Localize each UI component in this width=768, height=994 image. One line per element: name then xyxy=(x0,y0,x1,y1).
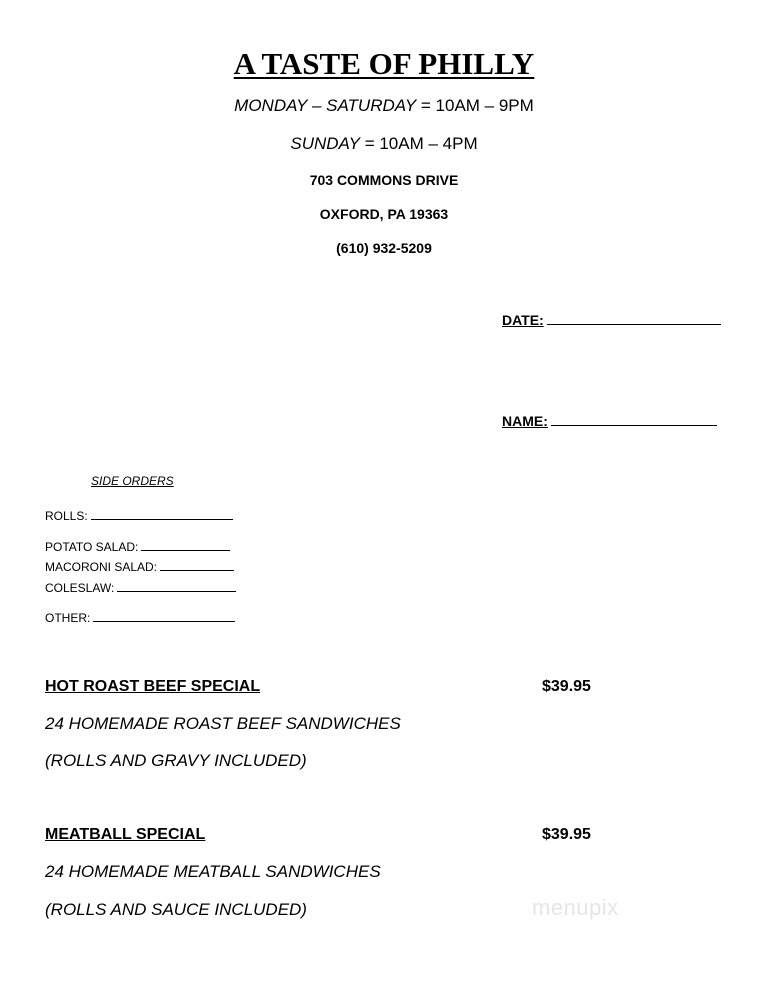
side-order-rolls[interactable] xyxy=(45,507,233,523)
date-label: DATE: xyxy=(502,312,544,328)
side-order-blank-line[interactable] xyxy=(141,538,230,551)
side-order-blank-line[interactable] xyxy=(160,558,234,571)
hours-sunday xyxy=(0,134,768,154)
special-title: MEATBALL SPECIAL xyxy=(45,826,206,843)
hours-days: SUNDAY xyxy=(290,134,360,153)
special-note: (ROLLS AND GRAVY INCLUDED) xyxy=(45,751,307,770)
special-price: $39.95 xyxy=(542,826,591,843)
side-order-potato-salad[interactable] xyxy=(45,538,230,554)
special-description: 24 HOMEMADE MEATBALL SANDWICHES xyxy=(45,862,381,881)
side-order-label: OTHER: xyxy=(45,611,91,625)
side-order-macaroni-salad[interactable] xyxy=(45,558,234,574)
date-blank-line[interactable] xyxy=(547,310,721,325)
side-order-blank-line[interactable] xyxy=(117,579,236,592)
side-order-label: COLESLAW: xyxy=(45,581,115,595)
special-note: (ROLLS AND SAUCE INCLUDED) xyxy=(45,900,307,919)
special-price: $39.95 xyxy=(542,678,591,695)
hours-times: = 10AM – 9PM xyxy=(416,96,534,115)
side-order-blank-line[interactable] xyxy=(91,507,233,520)
side-order-coleslaw[interactable] xyxy=(45,579,236,595)
side-order-label: POTATO SALAD: xyxy=(45,540,139,554)
address-city: OXFORD, PA 19363 xyxy=(319,206,449,222)
hours-days: MONDAY – SATURDAY xyxy=(234,96,417,115)
side-order-label: MACORONI SALAD: xyxy=(45,560,158,574)
special-title: HOT ROAST BEEF SPECIAL xyxy=(45,678,261,695)
side-order-label: ROLLS: xyxy=(45,509,88,523)
side-orders-heading: SIDE ORDERS xyxy=(91,474,174,488)
name-field[interactable] xyxy=(502,411,717,429)
hours-weekday xyxy=(0,96,768,116)
special-description: 24 HOMEMADE ROAST BEEF SANDWICHES xyxy=(45,714,401,733)
name-blank-line[interactable] xyxy=(551,411,717,426)
watermark-logo: menupix xyxy=(532,895,619,920)
page-title: A TASTE OF PHILLY xyxy=(233,46,535,81)
address-street: 703 COMMONS DRIVE xyxy=(309,172,459,188)
side-order-blank-line[interactable] xyxy=(93,609,235,622)
name-label: NAME: xyxy=(502,413,548,429)
hours-times: = 10AM – 4PM xyxy=(359,134,478,153)
phone-number: (610) 932-5209 xyxy=(336,240,432,256)
side-order-other[interactable] xyxy=(45,609,235,625)
date-field[interactable] xyxy=(502,310,721,328)
